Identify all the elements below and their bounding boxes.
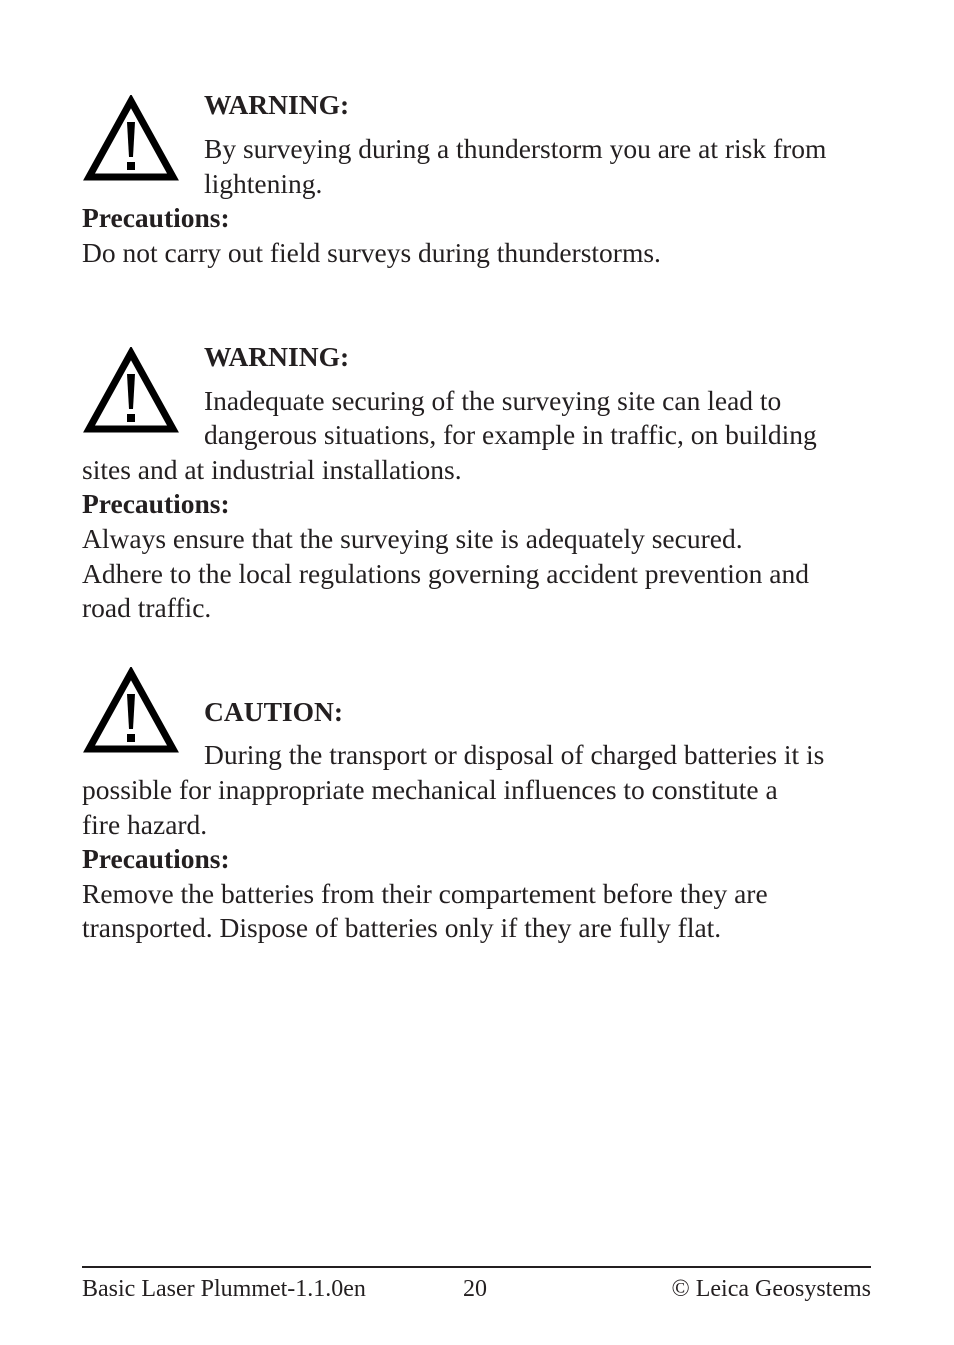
body-line: sites and at industrial installations.: [82, 454, 462, 485]
body-line: fire hazard.: [82, 809, 208, 840]
footer-page-number: 20: [463, 1276, 487, 1302]
section-heading: WARNING:: [204, 341, 350, 372]
body-line: possible for inappropriate mechanical influences to constitute a: [82, 774, 778, 805]
precautions-label: Precautions:: [82, 488, 230, 519]
precautions-label: Precautions:: [82, 843, 230, 874]
body-line: dangerous situations, for example in traffic, on building: [204, 419, 817, 450]
precaution-line: road traffic.: [82, 592, 212, 623]
body-line: By surveying during a thunderstorm you are at risk from: [204, 133, 827, 164]
warning-triangle-icon: [83, 667, 179, 755]
body-line: Inadequate securing of the surveying site can lead to: [204, 385, 782, 416]
body-line: During the transport or disposal of charged batteries it is: [204, 739, 825, 770]
warning-triangle-icon: [83, 347, 179, 435]
precaution-line: transported. Dispose of batteries only if they are fully flat.: [82, 912, 722, 943]
section-heading: WARNING:: [204, 89, 350, 120]
footer-document-title: Basic Laser Plummet-1.1.0en: [82, 1276, 366, 1302]
precaution-line: Always ensure that the surveying site is adequately secured.: [82, 523, 743, 554]
footer-rule: [82, 1266, 871, 1268]
section-heading: CAUTION:: [204, 696, 344, 727]
precaution-line: Adhere to the local regulations governing accident prevention and: [82, 558, 809, 589]
precautions-label: Precautions:: [82, 202, 230, 233]
warning-triangle-icon: [83, 95, 179, 183]
footer-copyright: © Leica Geosystems: [671, 1276, 871, 1302]
precaution-line: Do not carry out field surveys during thunderstorms.: [82, 237, 661, 268]
precaution-line: Remove the batteries from their compartement before they are: [82, 878, 768, 909]
body-line: lightening.: [204, 168, 323, 199]
